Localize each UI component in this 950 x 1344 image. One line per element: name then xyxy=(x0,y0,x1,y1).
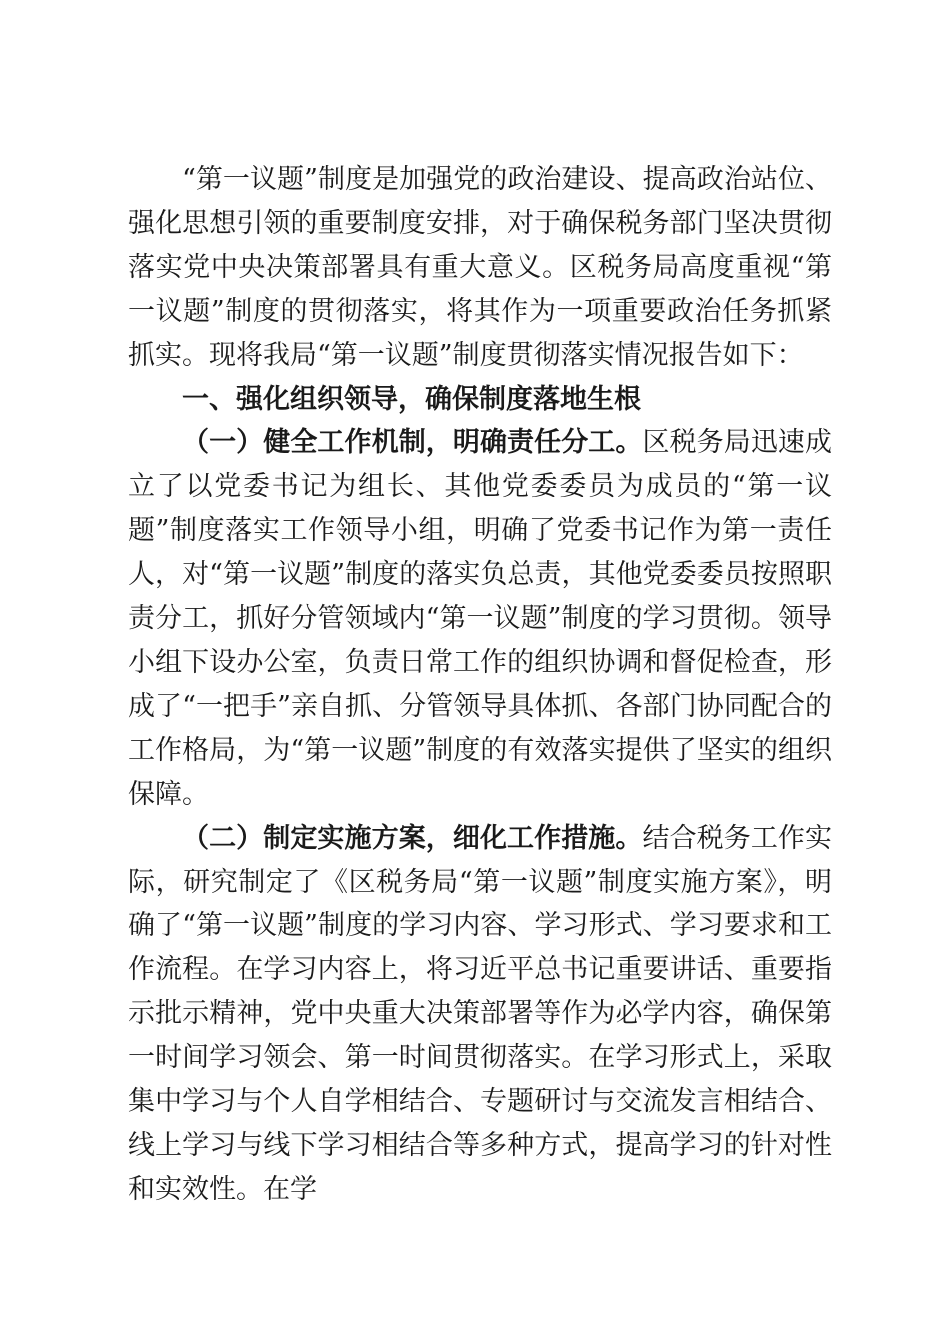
document-body xyxy=(128,158,832,1212)
intro-paragraph: “第一议题”制度是加强党的政治建设、提高政治站位、强化思想引领的重要制度安排，对于确保税务部门坚决贯彻落实党中央决策部署具有重大意义。区税务局高度重视“第一议题”制度的贯彻落实，将其作为一项重要政治任务抓紧抓实。现将我局“第一议题”制度贯彻落实情况报告如下： xyxy=(128,164,832,371)
subsection-body-1: 区税务局迅速成立了以党委书记为组长、其他党委委员为成员的“第一议题”制度落实工作领导小组，明确了党委书记作为第一责任人，对“第一议题”制度的落实负总责，其他党委委员按照职责分工，抓好分管领域内“第一议题”制度的学习贯彻。领导小组下设办公室，负责日常工作的组织协调和督促检查，形成了“一把手”亲自抓、分管领导具体抓、各部门协同配合的工作格局，为“第一议题”制度的有效落实提供了坚实的组织保障。 xyxy=(128,427,833,810)
subsection-title-1: （一）健全工作机制，明确责任分工。 xyxy=(182,427,643,459)
subsection-title-2: （二）制定实施方案，细化工作措施。 xyxy=(182,822,643,854)
subsection-paragraph-1 xyxy=(128,421,832,816)
section-heading: 一、强化组织领导，确保制度落地生根 xyxy=(182,383,641,415)
subsection-paragraph-2 xyxy=(128,817,832,1212)
subsection-body-2: 结合税务工作实际，研究制定了《区税务局“第一议题”制度实施方案》，明确了“第一议题”制度的学习内容、学习形式、学习要求和工作流程。在学习内容上，将习近平总书记重要讲话、重要指示批示精神，党中央重大决策部署等作为必学内容，确保第一时间学习领会、第一时间贯彻落实。在学习形式上，采取集中学习与个人自学相结合、专题研讨与交流发言相结合、线上学习与线下学习相结合等多种方式，提高学习的针对性和实效性。在学 xyxy=(128,822,833,1205)
